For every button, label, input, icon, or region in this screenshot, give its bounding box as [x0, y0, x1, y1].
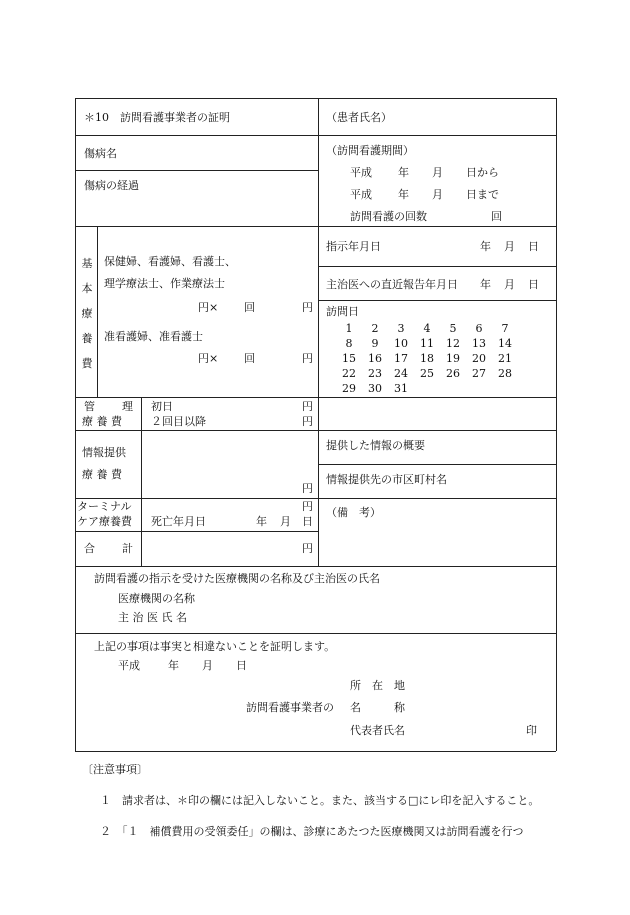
- calendar-day[interactable]: 11: [420, 337, 434, 350]
- calendar-day[interactable]: 6: [475, 322, 483, 335]
- visit-count-label: 訪問看護の回数: [350, 210, 427, 223]
- note-item: １ 請求者は、＊印の欄には記入しないこと。また、該当する□にレ印を記入すること。: [100, 794, 540, 807]
- death-date-label: 死亡年月日: [151, 515, 206, 528]
- injury-name-label: 傷病名: [84, 147, 117, 160]
- calendar-day[interactable]: 14: [498, 337, 512, 350]
- provider-address-label: 所 在 地: [350, 679, 405, 692]
- remarks-label: （備 考）: [326, 506, 381, 519]
- calendar-day[interactable]: 19: [446, 352, 460, 365]
- seal-mark: 印: [526, 724, 537, 737]
- calendar-day[interactable]: 8: [345, 337, 353, 350]
- visit-days-calendar: [336, 322, 518, 397]
- provider-label: 訪問看護事業者の: [246, 701, 334, 714]
- certificate-title: ＊10 訪問看護事業者の証明: [84, 111, 230, 124]
- calendar-day[interactable]: 17: [394, 352, 408, 365]
- injury-course-label: 傷病の経過: [84, 179, 139, 192]
- representative-name-label: 代表者氏名: [350, 724, 405, 737]
- institution-name-label: 医療機関の名称: [118, 592, 195, 605]
- calendar-day[interactable]: 4: [423, 322, 431, 335]
- basic-fee-group1-line1: 保健婦、看護婦、看護士、: [104, 255, 236, 268]
- management-second-onward: ２回目以降: [151, 415, 206, 428]
- calendar-day[interactable]: 22: [342, 367, 356, 380]
- info-summary-label: 提供した情報の概要: [326, 439, 425, 452]
- calendar-row: [336, 352, 518, 367]
- visit-count-unit: 回: [491, 210, 502, 223]
- patient-name-label: （患者氏名）: [326, 111, 392, 124]
- certification-statement: 上記の事項は事実と相違ないことを証明します。: [94, 640, 336, 653]
- calendar-day[interactable]: 28: [498, 367, 512, 380]
- calendar-day[interactable]: 12: [446, 337, 460, 350]
- info-fee-label-line1: 情報提供: [82, 446, 126, 459]
- doctor-name-label: 主 治 医 氏 名: [118, 611, 187, 624]
- calendar-day[interactable]: 23: [368, 367, 382, 380]
- management-first-day: 初日: [151, 400, 173, 413]
- notes-heading: 〔注意事項〕: [82, 763, 148, 776]
- terminal-fee-label-line1: ターミナル: [77, 500, 132, 513]
- calendar-day[interactable]: 9: [371, 337, 379, 350]
- calendar-day[interactable]: 16: [368, 352, 382, 365]
- management-second-onward-yen: 円: [302, 415, 313, 428]
- calendar-day[interactable]: 13: [472, 337, 486, 350]
- info-municipality-label: 情報提供先の市区町村名: [326, 473, 447, 486]
- calendar-row: [336, 337, 518, 352]
- calendar-row: [336, 367, 518, 382]
- calendar-day[interactable]: 27: [472, 367, 486, 380]
- calendar-day[interactable]: 21: [498, 352, 512, 365]
- calendar-day[interactable]: 25: [420, 367, 434, 380]
- calendar-day[interactable]: 18: [420, 352, 434, 365]
- report-date-label: 主治医への直近報告年月日: [326, 278, 458, 291]
- calendar-day[interactable]: 24: [394, 367, 408, 380]
- calendar-day[interactable]: 1: [345, 322, 353, 335]
- calendar-day[interactable]: 31: [394, 382, 408, 395]
- calendar-day[interactable]: 7: [501, 322, 509, 335]
- info-fee-label-line2: 療 養 費: [82, 468, 122, 481]
- total-yen: 円: [302, 542, 313, 555]
- calendar-day[interactable]: 29: [342, 382, 356, 395]
- provider-name-label: 名 称: [350, 701, 405, 714]
- info-fee-yen: 円: [302, 482, 313, 495]
- calendar-day[interactable]: 15: [342, 352, 356, 365]
- basic-fee-group1-line2: 理学療法士、作業療法士: [104, 277, 225, 290]
- terminal-fee-label-line2: ケア療養費: [77, 515, 132, 528]
- management-first-day-yen: 円: [302, 400, 313, 413]
- calendar-day[interactable]: 26: [446, 367, 460, 380]
- visit-days-label: 訪問日: [326, 305, 359, 318]
- calendar-day[interactable]: 20: [472, 352, 486, 365]
- calendar-day[interactable]: 5: [449, 322, 457, 335]
- instruction-date-label: 指示年月日: [326, 240, 381, 253]
- calendar-row: [336, 322, 518, 337]
- calendar-day[interactable]: 3: [397, 322, 405, 335]
- terminal-fee-yen: 円: [302, 500, 313, 513]
- note-item: ２ 「１ 補償費用の受領委任」の欄は、診療にあたつた医療機関又は訪問看護を行つ: [100, 825, 524, 838]
- basic-fee-group2-line1: 准看護婦、准看護士: [104, 330, 203, 343]
- calendar-day[interactable]: 30: [368, 382, 382, 395]
- calendar-day[interactable]: 10: [394, 337, 408, 350]
- calendar-day[interactable]: 2: [371, 322, 379, 335]
- institution-heading: 訪問看護の指示を受けた医療機関の名称及び主治医の氏名: [94, 572, 380, 585]
- calendar-row: [336, 382, 518, 397]
- visit-period-label: （訪問看護期間）: [326, 144, 414, 157]
